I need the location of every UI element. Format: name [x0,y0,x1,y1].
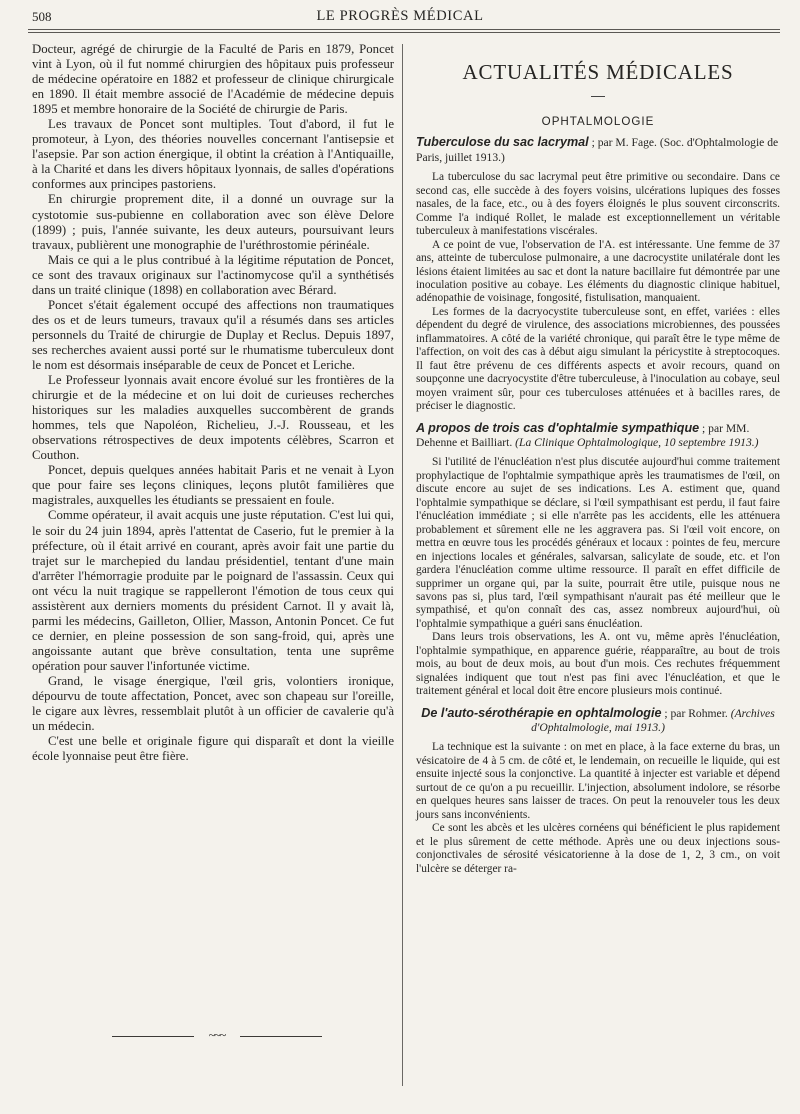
paragraph: Poncet, depuis quelques années habitait Paris et ne venait à Lyon que pour faire ses leçons cliniques, leçons plutôt familières que magistrales, auxquelles les étudiants se pressaient en foule. [32,463,394,508]
article-title: De l'auto-sérothérapie en ophtalmologie [421,705,662,720]
article-tuberculose [416,136,780,413]
article-byline: ; par Rohmer. [661,706,731,720]
paragraph: La technique est la suivante : on met en place, à la face externe du bras, un vésicatoire de 4 à 5 cm. de côté et, le lendemain, on recueille le liquide, qui est ensuite injecté sous la conjonctive. La quantité à injecter est variable et dépend surtout de ce qu'on a pu recueillir. L'injection, absolument indolore, se résorbe en quelques heures sans laisser de traces. On peut la renouveler tous les deux jours sans inconvénients. [416,741,780,821]
article-byline: ; par M. Fage. (Soc. d'Ophtalmologie de Paris, juillet 1913.) [416,136,779,164]
article-title: Tuberculose du sac lacrymal [416,135,589,150]
paragraph: En chirurgie proprement dite, il a donné un ouvrage sur la cystotomie sus-pubienne en collaboration avec son élève Delore (1899) ; puis, l'année suivante, les deux auteurs, poursuivant leurs travaux, publièrent une monographie de l'uréthrostomie périnéale. [32,192,394,252]
subsection-heading: OPHTALMOLOGIE [541,115,655,128]
article-heading [416,136,780,165]
article-auto-serotherapie [416,707,780,876]
right-column [416,42,780,884]
header-rule-double [28,32,780,33]
fleuron-divider [112,1030,322,1044]
header-rule [28,29,780,30]
paragraph: Comme opérateur, il avait acquis une juste réputation. C'est lui qui, le soir du 24 juin 1894, après l'attentat de Caserio, fut le premier à la préfecture, où il était arrivé en courant, après avoir fait une partie du trajet sur le marchepied du landau présidentiel, tentant d'une main d'arrêter l'hémorragie produite par le poignard de l'assassin. Ceux qui ont vécu la nuit tragique se rappelleront l'émotion de tous ceux qui assistèrent aux derniers moments du président Carnot. Il y avait là, parmi les médecins, Gailleton, Ollier, Masson, Antonin Poncet. Ce fut ce dernier, en pleine possession de son sang-froid, qui, après une angoissante autant que brève consultation, tenta une suprême opération pour sauver l'infortunée victime. [32,508,394,673]
article-byline: ; par MM. Dehenne et Bailliart. [416,421,750,449]
paragraph: Les travaux de Poncet sont multiples. Tout d'abord, il fut le promoteur, à Lyon, des théories nouvelles concernant l'antisepsie et l'asepsie. Par son action énergique, il obtint la création à l'Antiquaille, à la Charité et dans les divers hôpitaux lyonnais, de salles d'opérations conformes aux principes pastoriens. [32,117,394,192]
left-column [32,42,394,764]
fleuron-line-left [112,1036,194,1037]
article-title: A propos de trois cas d'ophtalmie sympathique [416,420,700,435]
page-number: 508 [32,9,52,24]
article-source: (La Clinique Ophtalmologique, 10 septembre 1913.) [515,435,759,449]
paragraph: Dans leurs trois observations, les A. ont vu, même après l'énucléation, l'ophtalmie sympathique, en apparence guérie, réapparaître, au bout de trois mois, au bout de deux mois, au bout d'un mois. Ces rechutes fréquemment signalées indiquent que tout n'est pas fini avec l'énucléation, et que le traitement général et local doit être encore plusieurs mois continué. [416,631,780,698]
paragraph: C'est une belle et originale figure qui disparaît et dont la vieille école lyonnaise peut être fière. [32,734,394,764]
section-title: ACTUALITÉS MÉDICALES [462,60,734,84]
paragraph: Ce sont les abcès et les ulcères cornéens qui bénéficient le plus rapidement et le plus sûrement de cette méthode. Après une ou deux injections sous-conjonctivales de sérosité vésicatorienne à la dose de 1, 2, 3 cm., on voit l'ulcère se déterger ra- [416,822,780,875]
article-heading [416,422,780,451]
paragraph: A ce point de vue, l'observation de l'A. est intéressante. Une femme de 37 ans, atteinte de tuberculose pulmonaire, a une dacrocystite unilatérale dont les lésions étaient limitées au sac et dont la nature bacillaire fut démontrée par une inoculation positive au cobaye. Les éléments du diagnostic clinique habituel, adénopathie de voisinage, fongosité, fistulisation, manquaient. [416,238,780,305]
paragraph: Poncet s'était également occupé des affections non traumatiques des os et de leurs tumeurs, travaux qu'il a résumés dans ses articles personnels du Traité de chirurgie de Duplay et Reclus. Depuis 1897, ses recherches avaient aussi porté sur le rhumatisme tuberculeux dont le nom est désormais inséparable de ceux de Poncet et Leriche. [32,297,394,372]
article-source: (Archives d'Ophtalmologie, mai 1913.) [531,706,775,735]
paragraph: Grand, le visage énergique, l'œil gris, volontiers ironique, dépourvu de toute affectation, Poncet, avec son chapeau sur l'oreille, le cigare aux lèvres, ressemblait plutôt à un officier de cavalerie qu'à un médecin. [32,673,394,734]
paragraph: Si l'utilité de l'énucléation n'est plus discutée aujourd'hui comme traitement prophylactique de l'ophtalmie sympathique après les traumatismes de l'œil, on discute encore au sujet de ses indications. Les A. estiment que, quand l'ophtalmie sympathique se déclare, si l'œil sympathisant est perdu, il faut faire l'énucléation immédiate ; si elle n'arrête pas les accidents, elle les atténuera probablement et sûrement elle ne les aggravera pas. Si l'œil voit encore, on mettra en œuvre tous les procédés généraux et locaux : pointes de feu, mercure en injections locales et générales, salvarsan, salicylate de soude, etc. et l'on gardera l'énucléation comme ultime ressource. Il paraît en effet difficile de supprimer un organe qui, par la suite, pourrait être utile, puisque nous ne savons pas si, plus tard, l'œil sympathisant n'aurait pas été meilleur que le sympathisé, et qu'on connaît des cas, assez nombreux aujourd'hui, où l'ophtalmie sympathique a guéri sans énucléation. [416,456,780,630]
fleuron-ornament: ~~~ [208,1028,226,1042]
section-dash [591,96,605,97]
column-divider [402,44,403,1086]
paragraph: Le Professeur lyonnais avait encore évolué sur les frontières de la chirurgie et de la médecine et on lui doit de curieuses recherches historiques sur les maladies auxquelles succombèrent de grands hommes, tels que Napoléon, Richelieu, J.-J. Rousseau, et les observations rétrospectives de deux impotents célèbres, Scarron et Couthon. [32,373,394,463]
running-head: LE PROGRÈS MÉDICAL [316,8,484,24]
article-ophtalmie-sympathique [416,422,780,699]
paragraph: Mais ce qui a le plus contribué à la légitime réputation de Poncet, ce sont des travaux originaux sur l'actinomycose qu'il a synthétisés dans un traité clinique (1898) en collaboration avec Bérard. [32,252,394,297]
paragraph: Les formes de la dacryocystite tuberculeuse sont, en effet, variées : elles dépendent du degré de virulence, des associations microbiennes, des poussées inflammatoires. A côté de la variété chronique, qui paraît être le type même de l'affection, on voit des cas à début aigu simulant la péricystite à streptocoques. Il faut être prévenu de ces différents aspects et avoir recours, quand on soupçonne une dacryocystite d'être tuberculeuse, à l'inoculation au cobaye, seul moyen vraiment sûr, pour ces tuberculoses atténuées et à bacilles rares, de préciser le diagnostic. [416,305,780,413]
paragraph: Docteur, agrégé de chirurgie de la Faculté de Paris en 1879, Poncet vint à Lyon, où il fut nommé chirurgien des hôpitaux puis professeur de médecine opératoire en 1882 et professeur de clinique chirurgicale en 1890. Il était membre associé de l'Académie de médecine depuis 1895 et membre honoraire de la Société de chirurgie de Paris. [32,42,394,117]
article-heading [416,707,780,736]
fleuron-line-right [240,1036,322,1037]
paragraph: La tuberculose du sac lacrymal peut être primitive ou secondaire. Dans ce second cas, elle succède à des foyers voisins, ulcérations lupiques des fosses nasales, de la face, etc., ou à des foyers éloignés le plus souvent circonscrits. Comme l'a indiqué Rollet, le malade est exceptionnellement un véritable tuberculeux à manifestations viscérales. [416,171,780,238]
